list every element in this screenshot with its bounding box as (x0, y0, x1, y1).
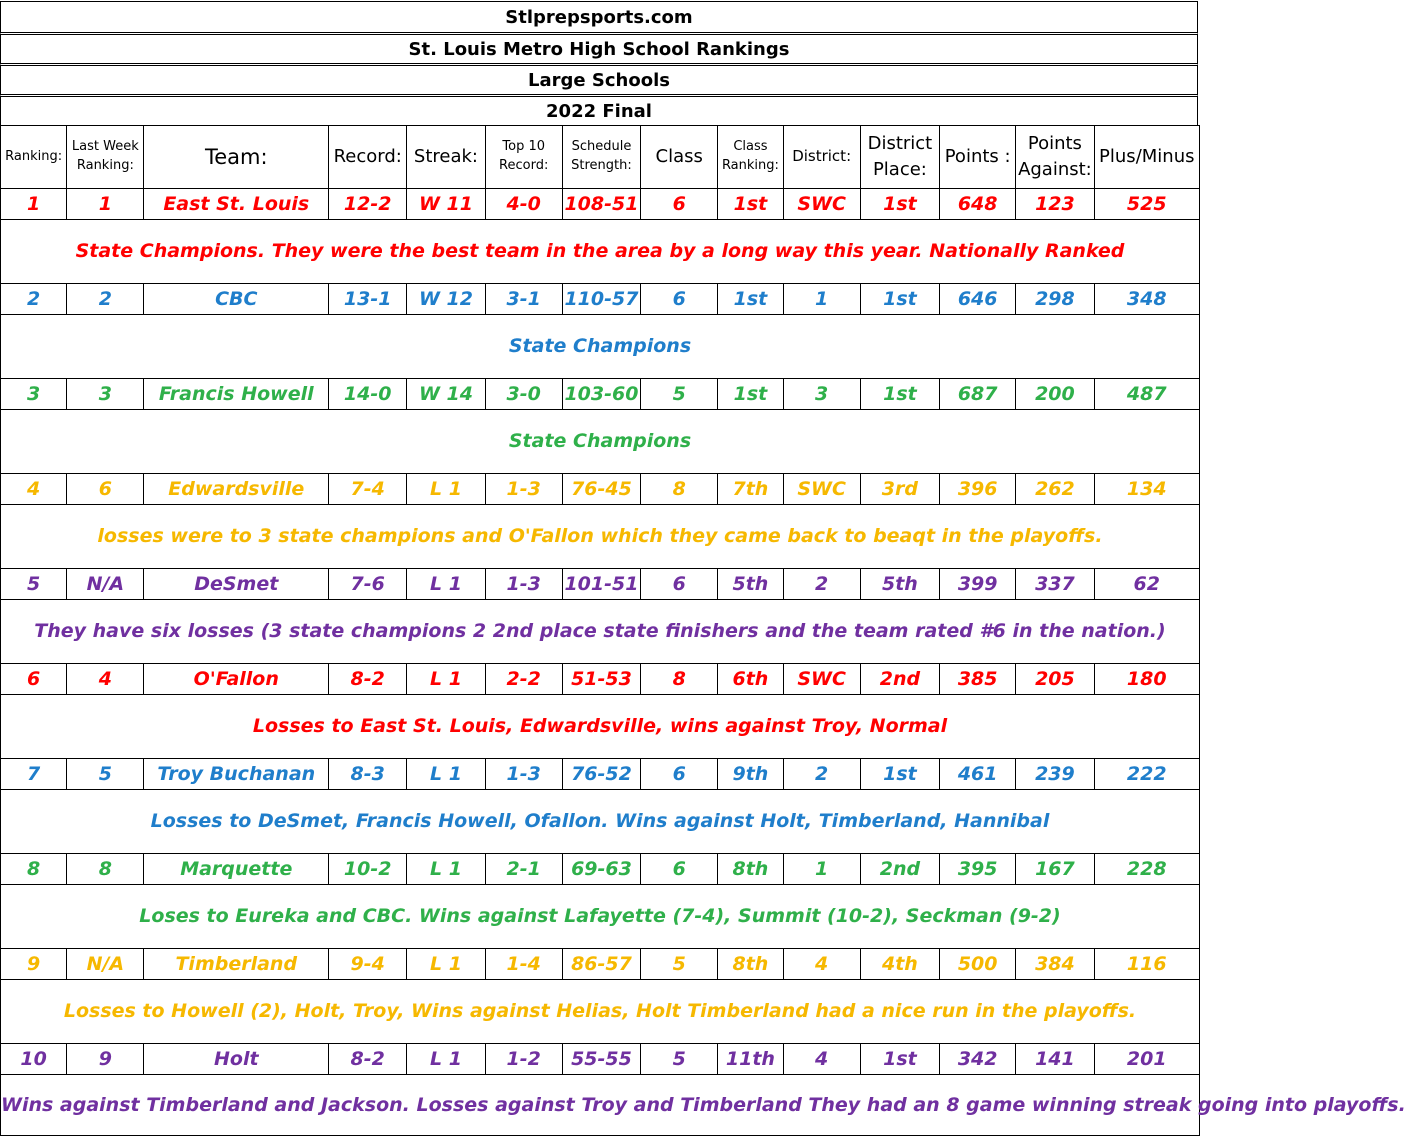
cell-district: 2 (783, 569, 860, 600)
header-points-against: Points Against: (1016, 126, 1094, 189)
header-schedule: Schedule Strength: (562, 126, 640, 189)
cell-last-week: N/A (67, 949, 144, 980)
cell-plus-minus: 201 (1094, 1044, 1199, 1075)
team-note: State Champions. They were the best team in the area by a long way this year. Nationally Ranked (1, 220, 1200, 284)
cell-top10: 1-3 (485, 474, 562, 505)
cell-points: 461 (940, 759, 1016, 790)
cell-record: 8-3 (329, 759, 407, 790)
team-note: Losses to East St. Louis, Edwardsville, wins against Troy, Normal (1, 695, 1200, 759)
cell-class: 6 (641, 759, 718, 790)
cell-top10: 1-4 (485, 949, 562, 980)
cell-team: Marquette (144, 854, 329, 885)
cell-points: 646 (940, 284, 1016, 315)
team-row (1, 854, 1200, 885)
cell-rank: 7 (1, 759, 67, 790)
cell-rank: 2 (1, 284, 67, 315)
team-row (1, 474, 1200, 505)
cell-schedule: 110-57 (562, 284, 640, 315)
cell-record: 10-2 (329, 854, 407, 885)
cell-district: 1 (783, 284, 860, 315)
site-title: Stlprepsports.com (0, 1, 1198, 32)
cell-last-week: 9 (67, 1044, 144, 1075)
note-row (1, 220, 1200, 284)
header-ranking: Ranking: (1, 126, 67, 189)
cell-record: 13-1 (329, 284, 407, 315)
cell-rank: 6 (1, 664, 67, 695)
cell-top10: 1-3 (485, 759, 562, 790)
team-note: losses were to 3 state champions and O'Fallon which they came back to beaqt in the playoffs. (1, 505, 1200, 569)
note-row (1, 695, 1200, 759)
cell-points: 342 (940, 1044, 1016, 1075)
cell-streak: L 1 (407, 949, 485, 980)
cell-last-week: 3 (67, 379, 144, 410)
cell-last-week: N/A (67, 569, 144, 600)
cell-plus-minus: 487 (1094, 379, 1199, 410)
header-district: District: (783, 126, 860, 189)
team-note: Loses to Eureka and CBC. Wins against Lafayette (7-4), Summit (10-2), Seckman (9-2) (1, 885, 1200, 949)
team-row (1, 949, 1200, 980)
cell-district-place: 1st (860, 759, 939, 790)
cell-rank: 9 (1, 949, 67, 980)
rankings-title: St. Louis Metro High School Rankings (0, 32, 1198, 63)
header-last-week: Last Week Ranking: (67, 126, 144, 189)
team-row (1, 664, 1200, 695)
rankings-table (0, 125, 1406, 1136)
cell-plus-minus: 62 (1094, 569, 1199, 600)
cell-points: 500 (940, 949, 1016, 980)
cell-streak: W 14 (407, 379, 485, 410)
cell-district: SWC (783, 474, 860, 505)
cell-last-week: 2 (67, 284, 144, 315)
cell-district-place: 1st (860, 379, 939, 410)
cell-rank: 1 (1, 189, 67, 220)
cell-schedule: 108-51 (562, 189, 640, 220)
cell-plus-minus: 525 (1094, 189, 1199, 220)
cell-class: 6 (641, 569, 718, 600)
cell-points: 385 (940, 664, 1016, 695)
division-title: Large Schools (0, 63, 1198, 94)
cell-class: 6 (641, 854, 718, 885)
cell-class-ranking: 1st (718, 284, 783, 315)
cell-class-ranking: 1st (718, 189, 783, 220)
cell-class: 5 (641, 949, 718, 980)
cell-class: 5 (641, 379, 718, 410)
cell-top10: 2-1 (485, 854, 562, 885)
cell-streak: L 1 (407, 569, 485, 600)
cell-points-against: 262 (1016, 474, 1094, 505)
cell-district-place: 1st (860, 284, 939, 315)
team-note: State Champions (1, 410, 1200, 474)
cell-district-place: 1st (860, 1044, 939, 1075)
team-note: Wins against Timberland and Jackson. Losses against Troy and Timberland They had an 8 game winning streak going into playoffs. (1, 1075, 1200, 1136)
cell-points-against: 239 (1016, 759, 1094, 790)
cell-points: 395 (940, 854, 1016, 885)
cell-team: Troy Buchanan (144, 759, 329, 790)
cell-points: 687 (940, 379, 1016, 410)
cell-rank: 10 (1, 1044, 67, 1075)
cell-points: 399 (940, 569, 1016, 600)
cell-district-place: 2nd (860, 664, 939, 695)
cell-team: O'Fallon (144, 664, 329, 695)
cell-record: 9-4 (329, 949, 407, 980)
note-row (1, 410, 1200, 474)
header-top10: Top 10 Record: (485, 126, 562, 189)
cell-top10: 2-2 (485, 664, 562, 695)
cell-district: 3 (783, 379, 860, 410)
header-class-ranking: Class Ranking: (718, 126, 783, 189)
cell-last-week: 1 (67, 189, 144, 220)
cell-district: 4 (783, 1044, 860, 1075)
cell-rank: 4 (1, 474, 67, 505)
cell-record: 8-2 (329, 1044, 407, 1075)
cell-class-ranking: 11th (718, 1044, 783, 1075)
team-row (1, 379, 1200, 410)
team-row (1, 1044, 1200, 1075)
cell-district: 1 (783, 854, 860, 885)
cell-streak: L 1 (407, 474, 485, 505)
header-streak: Streak: (407, 126, 485, 189)
team-note: Losses to Howell (2), Holt, Troy, Wins against Helias, Holt Timberland had a nice run in the playoffs. (1, 980, 1200, 1044)
cell-district-place: 3rd (860, 474, 939, 505)
cell-plus-minus: 228 (1094, 854, 1199, 885)
cell-last-week: 5 (67, 759, 144, 790)
cell-district: SWC (783, 189, 860, 220)
header-row (1, 126, 1200, 189)
cell-district: 4 (783, 949, 860, 980)
cell-points-against: 384 (1016, 949, 1094, 980)
header-district-place: District Place: (860, 126, 939, 189)
cell-team: East St. Louis (144, 189, 329, 220)
cell-points-against: 141 (1016, 1044, 1094, 1075)
cell-plus-minus: 116 (1094, 949, 1199, 980)
cell-schedule: 86-57 (562, 949, 640, 980)
cell-points-against: 337 (1016, 569, 1094, 600)
cell-team: Timberland (144, 949, 329, 980)
team-row (1, 284, 1200, 315)
cell-rank: 8 (1, 854, 67, 885)
cell-points-against: 167 (1016, 854, 1094, 885)
header-plus-minus: Plus/Minus (1094, 126, 1199, 189)
cell-plus-minus: 134 (1094, 474, 1199, 505)
note-row (1, 1075, 1200, 1136)
header-team: Team: (144, 126, 329, 189)
cell-last-week: 6 (67, 474, 144, 505)
team-row (1, 569, 1200, 600)
cell-class-ranking: 8th (718, 949, 783, 980)
cell-rank: 5 (1, 569, 67, 600)
cell-record: 14-0 (329, 379, 407, 410)
cell-class-ranking: 6th (718, 664, 783, 695)
cell-district-place: 5th (860, 569, 939, 600)
cell-points: 648 (940, 189, 1016, 220)
team-row (1, 759, 1200, 790)
cell-top10: 3-1 (485, 284, 562, 315)
cell-district: SWC (783, 664, 860, 695)
cell-class-ranking: 1st (718, 379, 783, 410)
cell-class: 8 (641, 474, 718, 505)
cell-district-place: 1st (860, 189, 939, 220)
cell-schedule: 103-60 (562, 379, 640, 410)
cell-team: DeSmet (144, 569, 329, 600)
cell-team: CBC (144, 284, 329, 315)
cell-streak: W 12 (407, 284, 485, 315)
cell-district-place: 2nd (860, 854, 939, 885)
note-row (1, 600, 1200, 664)
cell-schedule: 55-55 (562, 1044, 640, 1075)
cell-record: 7-6 (329, 569, 407, 600)
cell-class-ranking: 9th (718, 759, 783, 790)
header-class: Class (641, 126, 718, 189)
cell-streak: L 1 (407, 1044, 485, 1075)
cell-class: 5 (641, 1044, 718, 1075)
cell-team: Edwardsville (144, 474, 329, 505)
cell-top10: 3-0 (485, 379, 562, 410)
cell-team: Holt (144, 1044, 329, 1075)
cell-points-against: 205 (1016, 664, 1094, 695)
cell-record: 8-2 (329, 664, 407, 695)
header-record: Record: (329, 126, 407, 189)
cell-district-place: 4th (860, 949, 939, 980)
cell-schedule: 69-63 (562, 854, 640, 885)
team-note: They have six losses (3 state champions 2 2nd place state finishers and the team rated #6 in the nation.) (1, 600, 1200, 664)
note-row (1, 315, 1200, 379)
cell-points-against: 200 (1016, 379, 1094, 410)
cell-record: 7-4 (329, 474, 407, 505)
cell-last-week: 4 (67, 664, 144, 695)
cell-plus-minus: 180 (1094, 664, 1199, 695)
note-row (1, 505, 1200, 569)
cell-schedule: 101-51 (562, 569, 640, 600)
cell-schedule: 51-53 (562, 664, 640, 695)
note-row (1, 790, 1200, 854)
cell-class-ranking: 8th (718, 854, 783, 885)
cell-streak: L 1 (407, 854, 485, 885)
cell-district: 2 (783, 759, 860, 790)
team-note: Losses to DeSmet, Francis Howell, Ofallon. Wins against Holt, Timberland, Hannibal (1, 790, 1200, 854)
cell-points: 396 (940, 474, 1016, 505)
cell-points-against: 298 (1016, 284, 1094, 315)
cell-class-ranking: 7th (718, 474, 783, 505)
cell-class: 8 (641, 664, 718, 695)
note-row (1, 885, 1200, 949)
header-points: Points : (940, 126, 1016, 189)
team-note: State Champions (1, 315, 1200, 379)
cell-plus-minus: 348 (1094, 284, 1199, 315)
cell-record: 12-2 (329, 189, 407, 220)
cell-top10: 1-2 (485, 1044, 562, 1075)
cell-plus-minus: 222 (1094, 759, 1199, 790)
cell-schedule: 76-45 (562, 474, 640, 505)
cell-last-week: 8 (67, 854, 144, 885)
cell-streak: W 11 (407, 189, 485, 220)
cell-class: 6 (641, 189, 718, 220)
season-title: 2022 Final (0, 94, 1198, 125)
note-row (1, 980, 1200, 1044)
cell-class-ranking: 5th (718, 569, 783, 600)
cell-rank: 3 (1, 379, 67, 410)
cell-team: Francis Howell (144, 379, 329, 410)
cell-top10: 1-3 (485, 569, 562, 600)
cell-streak: L 1 (407, 664, 485, 695)
cell-top10: 4-0 (485, 189, 562, 220)
cell-streak: L 1 (407, 759, 485, 790)
team-row (1, 189, 1200, 220)
cell-points-against: 123 (1016, 189, 1094, 220)
cell-class: 6 (641, 284, 718, 315)
cell-schedule: 76-52 (562, 759, 640, 790)
